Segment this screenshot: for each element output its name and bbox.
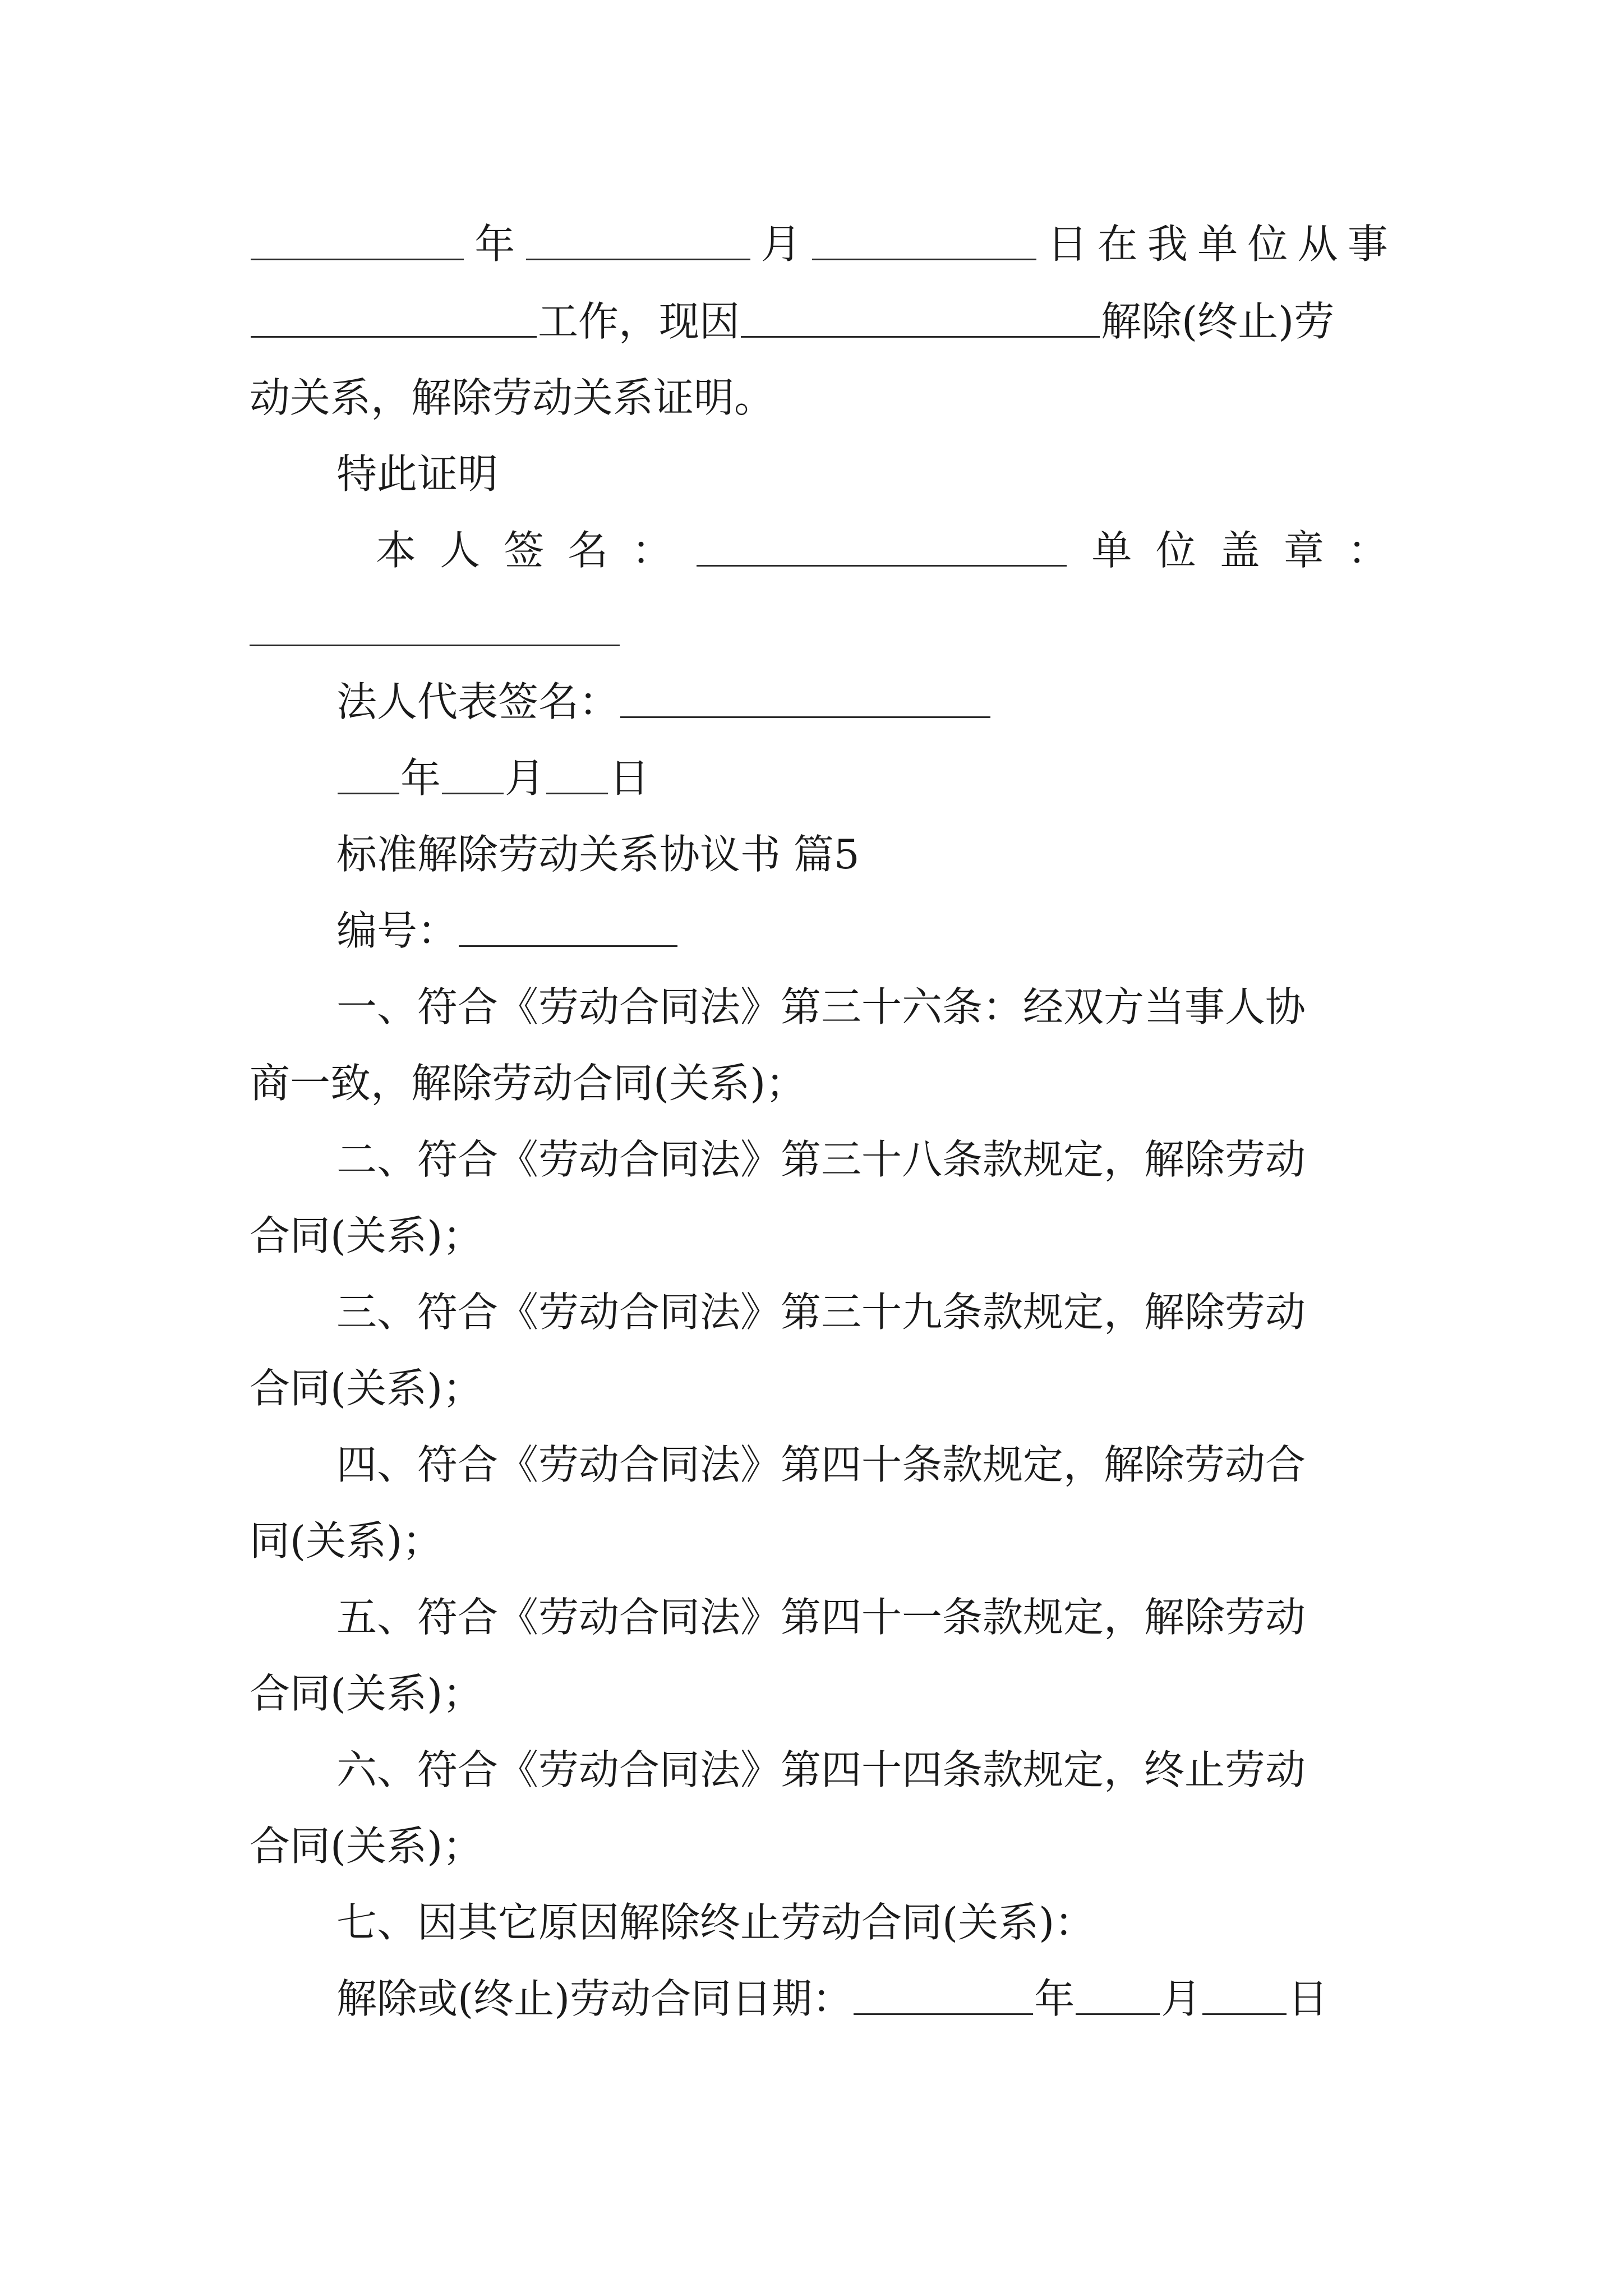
line-hereby-certify: 特此证明 [336,450,499,498]
clause-2-line-2: 合同(关系)； [250,1212,483,1259]
blank-day [1202,2013,1287,2015]
char: 章 [1283,527,1324,574]
char: 单 [1197,220,1238,268]
char: 盖 [1219,527,1260,574]
clause-4-line-1: 四、符合《劳动合同法》第四十条款规定，解除劳动合 [336,1441,1306,1488]
blank-year [854,2013,1033,2015]
blank-legal-rep [620,716,990,718]
char: 我 [1147,220,1188,268]
text-number-label: 编号： [336,907,458,954]
text-legal-rep-signature: 法人代表签名： [336,678,620,725]
char: 在 [1097,220,1138,268]
char: 从 [1297,220,1338,268]
clause-5-line-2: 合同(关系)； [250,1670,483,1717]
label-month: 月 [760,220,801,268]
clause-6-line-1: 六、符合《劳动合同法》第四十四条款规定，终止劳动 [336,1746,1306,1793]
label-month: 月 [505,754,546,802]
blank-month [1076,2013,1160,2015]
clause-7: 七、因其它原因解除终止劳动合同(关系)： [336,1899,1095,1946]
label-year: 年 [1034,1975,1075,2022]
label-year: 年 [474,220,515,268]
clause-1-line-2: 商一致，解除劳动合同(关系)； [250,1060,806,1107]
char: 日 [1047,220,1088,268]
char: ： [1347,527,1388,574]
clause-3-line-2: 合同(关系)； [250,1365,483,1412]
line-number [336,900,1388,961]
char: 本 [376,527,417,574]
char: 位 [1155,527,1196,574]
line-legal-rep [336,671,1388,733]
blank-month [526,258,750,260]
clause-6-line-2: 合同(关系)； [250,1823,483,1870]
char: 单 [1091,527,1132,574]
blank-year [338,792,399,794]
blank-personal-signature [697,564,1067,567]
text-termination-date-label: 解除或(终止)劳动合同日期： [336,1975,853,2022]
char: 人 [440,527,481,574]
char: 签 [504,527,545,574]
label-day: 日 [1288,1975,1329,2022]
line-certification: 动关系，解除劳动关系证明。 [250,374,775,421]
blank-month [442,792,504,794]
line-work-reason [250,291,1388,352]
clause-3-line-1: 三、符合《劳动合同法》第三十九条款规定，解除劳动 [336,1289,1306,1336]
section-title: 标准解除劳动关系协议书 篇5 [336,831,860,878]
blank-unit-seal [250,644,620,646]
blank-reason [741,335,1100,338]
line-signatures [376,519,1388,581]
blank-year [251,258,464,260]
text-termination: 解除(终止)劳 [1101,298,1335,345]
blank-number [459,945,677,947]
label-month: 月 [1161,1975,1202,2022]
char: 名 [568,527,608,574]
text-work-reason: 工作，现因 [538,298,740,345]
line-date [336,747,1388,809]
line-termination-date [336,1968,1388,2030]
line-employment-dates [250,213,1388,275]
blank-day [546,792,608,794]
label-year: 年 [400,754,441,802]
label-day: 日 [609,754,650,802]
char: 位 [1247,220,1288,268]
blank-work [251,335,537,338]
blank-day [812,258,1036,260]
char: 事 [1347,220,1388,268]
clause-2-line-1: 二、符合《劳动合同法》第三十八条款规定，解除劳动 [336,1136,1306,1183]
clause-5-line-1: 五、符合《劳动合同法》第四十一条款规定，解除劳动 [336,1594,1306,1641]
char: ： [631,527,672,574]
clause-4-line-2: 同(关系)； [250,1517,443,1565]
clause-1-line-1: 一、符合《劳动合同法》第三十六条：经双方当事人协 [336,983,1306,1030]
